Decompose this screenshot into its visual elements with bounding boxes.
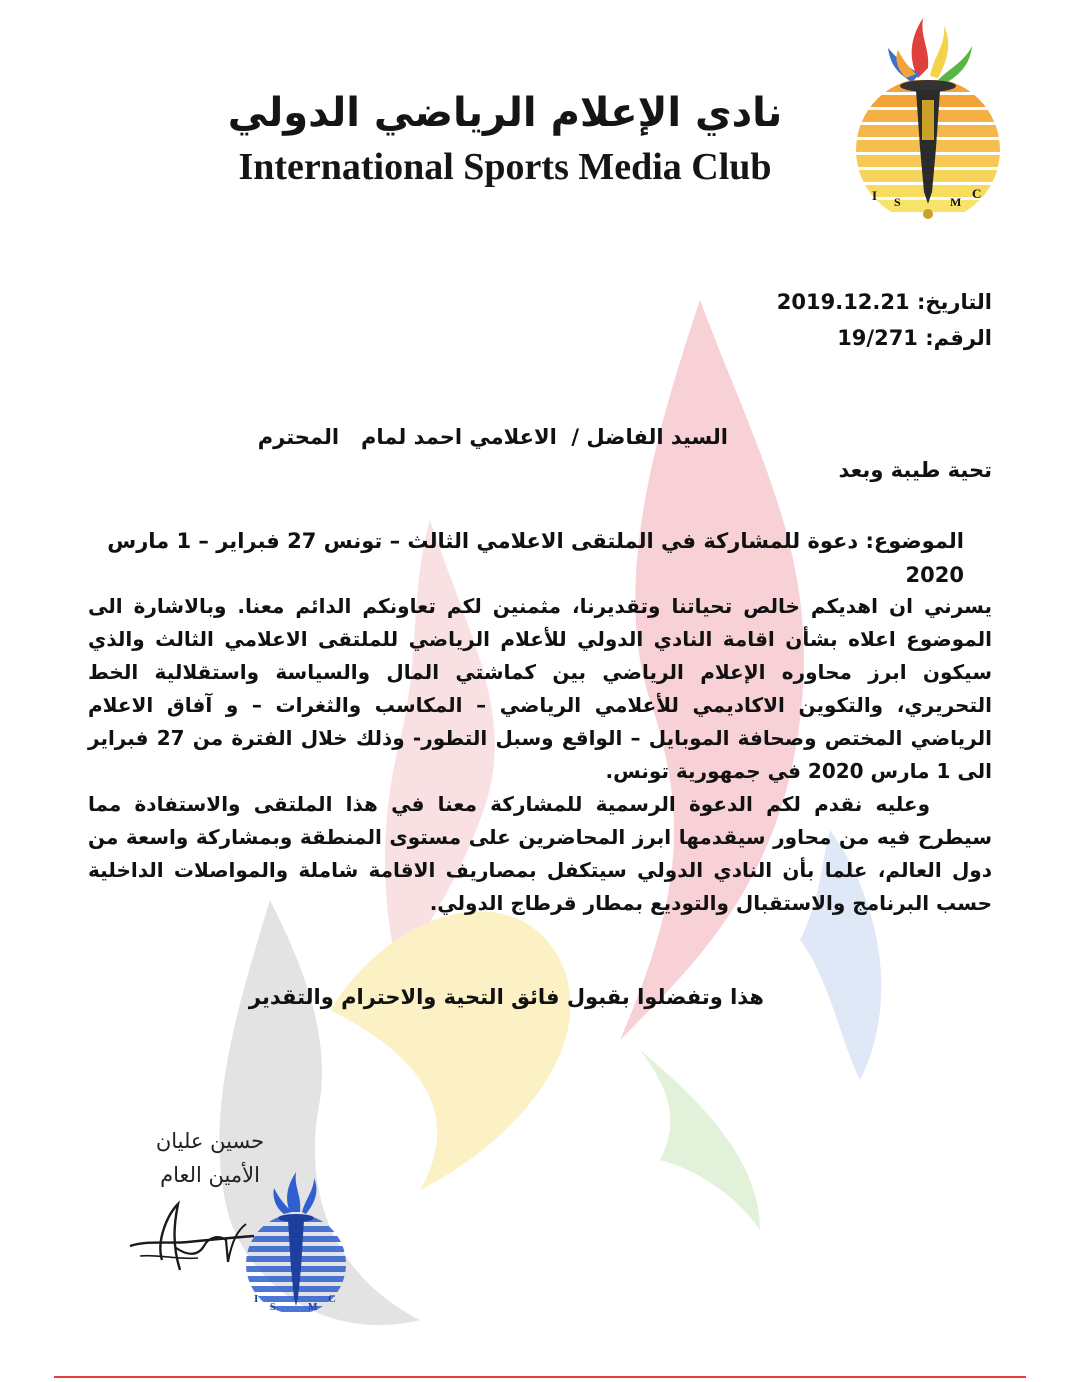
logo-letter-s: S [894, 195, 901, 209]
letter-meta [612, 284, 992, 356]
logo-letter-c: C [972, 186, 982, 201]
subject-line [84, 524, 964, 592]
club-name-arabic: نادي الإعلام الرياضي الدولي [227, 90, 783, 136]
ismc-stamp [240, 1168, 352, 1338]
club-name-english: International Sports Media Club [238, 146, 772, 188]
svg-text:M: M [308, 1302, 318, 1313]
logo-letter-i: I [872, 188, 878, 203]
handwritten-signature [128, 1200, 258, 1290]
ismc-logo [848, 8, 1008, 228]
date-value: 2019.12.21 [776, 290, 910, 314]
subject-text: الموضوع: دعوة للمشاركة في الملتقى الاعلامي الثالث – تونس 27 فبراير – 1 مارس [107, 529, 964, 553]
svg-text:I: I [254, 1293, 259, 1305]
body-paragraph-2: وعليه نقدم لكم الدعوة الرسمية للمشاركة معنا في هذا الملتقى والاستفادة مما سيطرح فيه من محاور سيقدمها ابرز المحاضرين على مستوى المنطقة وبمشاركة واسعة من دول العالم، علما بأن النادي الدولي سيتكفل بمصاريف الاقامة شاملة والمواصلات الداخلية حسب البرنامج والاستقبال والتوديع بمطار قرطاج الدولي. [88, 792, 992, 915]
body-paragraph-1: يسرني ان اهديكم خالص تحياتنا وتقديرنا، مثمنين لكم تعاونكم الدائم معنا. وبالاشارة الى الموضوع اعلاه بشأن اقامة النادي الدولي للأعلام الرياضي للملتقى الاعلامي الثالث والذي سيكون ابرز محاوره الإعلام الرياضي بين كماشتي المال والسياسة واستقلالية الخط التحريري، والتكوين الاكاديمي للأعلامي الرياضي – المكاسب والثغرات – و آفاق الاعلام الرياضي المختص وصحافة الموبايل – الواقع وسبل التطور- وذلك خلال الفترة من 27 فبراير الى 1 مارس 2020 في جمهورية تونس. [88, 594, 992, 783]
greeting-line: تحية طيبة وبعد [838, 458, 992, 482]
logo-torch-band [922, 100, 934, 140]
reference-value: 19/271 [837, 326, 918, 350]
logo-gear [923, 209, 933, 219]
logo-letter-m: M [950, 195, 962, 209]
date-line [612, 284, 992, 320]
svg-text:S: S [270, 1302, 276, 1313]
reference-label: الرقم: [925, 326, 992, 350]
reference-line [612, 320, 992, 356]
subject-year: 2020 [905, 563, 964, 587]
closing-line: هذا وتفضلوا بقبول فائق التحية والاحترام والتقدير [248, 985, 764, 1009]
letter-body [88, 590, 992, 920]
recipient-line: السيد الفاضل / الاعلامي احمد لمام المحترم [257, 425, 728, 449]
watermark-green-flame [640, 1050, 760, 1230]
svg-text:C: C [328, 1293, 336, 1305]
logo-flame-red [912, 18, 929, 78]
watermark-yellow-flame [330, 911, 571, 1190]
signer-title: الأمين العام [160, 1163, 260, 1187]
signer-name: حسين عليان [155, 1129, 265, 1153]
date-label: التاريخ: [916, 290, 992, 314]
footer-divider [54, 1376, 1026, 1378]
logo-flame-yellow [930, 26, 948, 78]
